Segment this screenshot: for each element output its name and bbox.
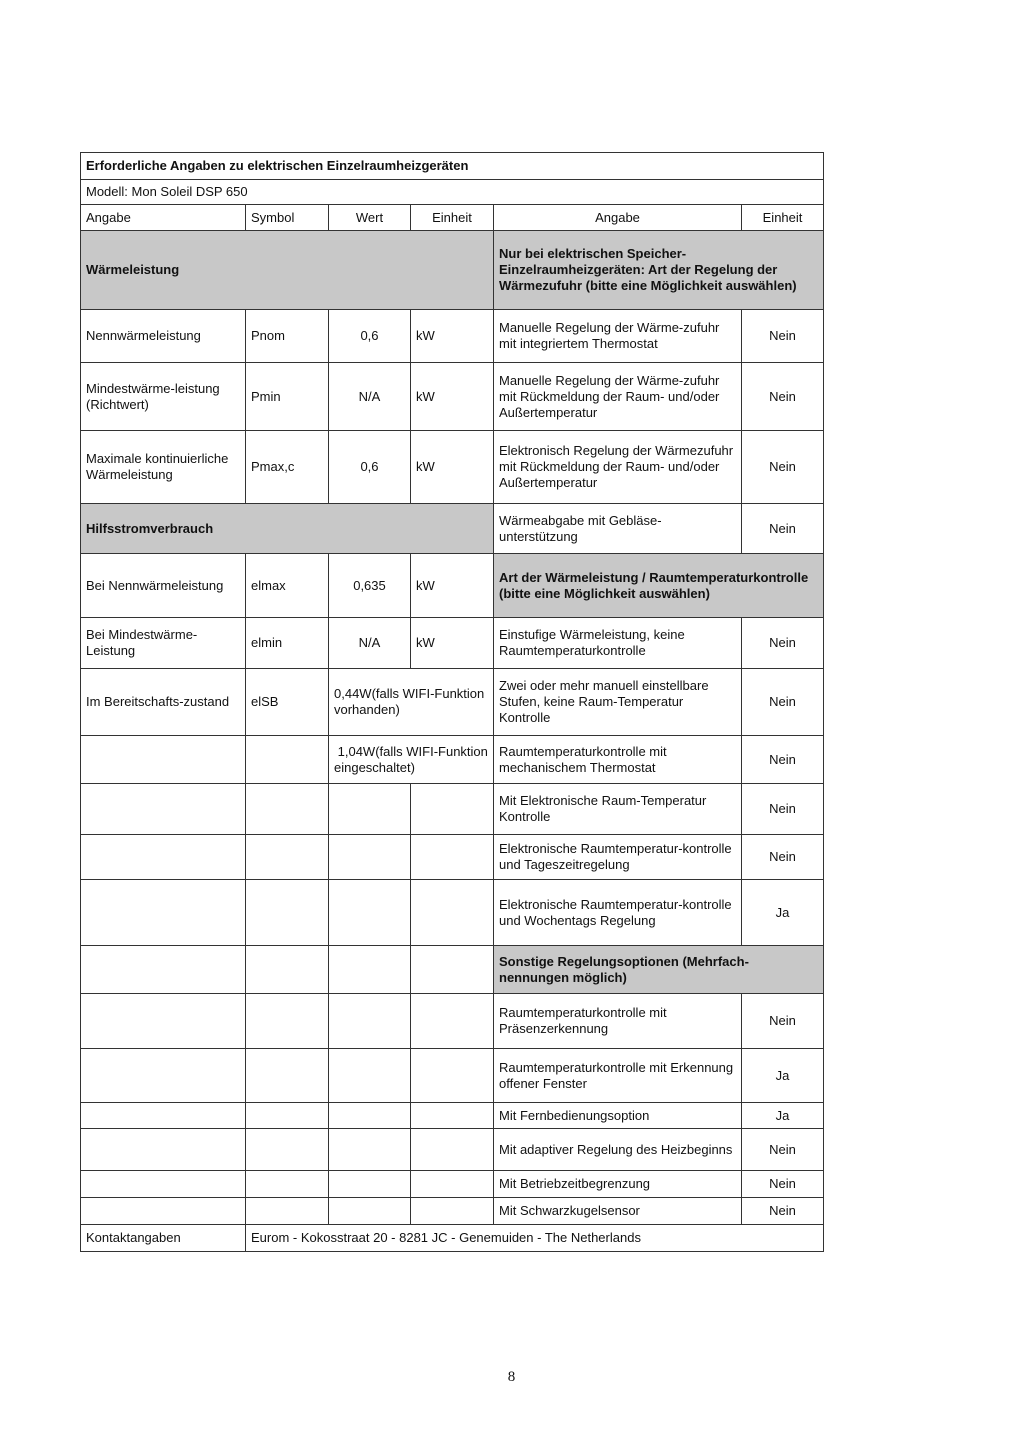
table-row (81, 784, 824, 835)
option-value: Nein (742, 618, 824, 669)
option-label: Mit Elektronische Raum-Temperatur Kontrolle (494, 784, 742, 835)
table-row (81, 994, 824, 1049)
header-angabe-right: Angabe (494, 205, 742, 231)
option-label: Mit Betriebzeitbegrenzung (494, 1171, 742, 1198)
option-label: Einstufige Wärmeleistung, keine Raumtemperaturkontrolle (494, 618, 742, 669)
row-symbol: Pnom (246, 310, 329, 363)
row-value: 0,6 (329, 310, 411, 363)
table-row (81, 1198, 824, 1225)
row-unit: kW (411, 363, 494, 431)
section-aux-power: Hilfsstromverbrauch (81, 504, 494, 554)
table-row (81, 310, 824, 363)
section-heat-output: Wärmeleistung (81, 231, 494, 310)
option-label: Wärmeabgabe mit Gebläse-unterstützung (494, 504, 742, 554)
row-symbol: Pmin (246, 363, 329, 431)
section-control-type: Art der Wärmeleistung / Raumtemperaturkontrolle (bitte eine Möglichkeit auswählen) (494, 554, 824, 618)
table-row (81, 1129, 824, 1171)
row-unit: kW (411, 618, 494, 669)
spec-table (80, 152, 824, 1252)
option-label: Manuelle Regelung der Wärme-zufuhr mit integriertem Thermostat (494, 310, 742, 363)
table-row (81, 431, 824, 504)
row-value: 0,635 (329, 554, 411, 618)
table-row (81, 363, 824, 431)
table-row (81, 618, 824, 669)
option-label: Elektronisch Regelung der Wärmezufuhr mit Rückmeldung der Raum- und/oder Außertemperatur (494, 431, 742, 504)
header-wert: Wert (329, 205, 411, 231)
option-value: Nein (742, 1198, 824, 1225)
row-value: 1,04W(falls WIFI-Funktion eingeschaltet) (329, 736, 494, 784)
section-other-options: Sonstige Regelungsoptionen (Mehrfach-nennungen möglich) (494, 946, 824, 994)
table-title: Erforderliche Angaben zu elektrischen Einzelraumheizgeräten (81, 153, 824, 180)
row-label: Nennwärmeleistung (81, 310, 246, 363)
table-row (81, 736, 824, 784)
row-label: Bei Nennwärmeleistung (81, 554, 246, 618)
section-storage-control: Nur bei elektrischen Speicher-Einzelraumheizgeräten: Art der Regelung der Wärmezufuhr (bitte eine Möglichkeit auswählen) (494, 231, 824, 310)
row-label: Bei Mindestwärme-Leistung (81, 618, 246, 669)
option-label: Raumtemperaturkontrolle mit Erkennung offener Fenster (494, 1049, 742, 1103)
option-value: Nein (742, 363, 824, 431)
table-row (81, 946, 824, 994)
option-value: Nein (742, 736, 824, 784)
header-symbol: Symbol (246, 205, 329, 231)
option-label: Raumtemperaturkontrolle mit Präsenzerkennung (494, 994, 742, 1049)
contact-row (81, 1225, 824, 1252)
option-value: Nein (742, 835, 824, 880)
row-unit: kW (411, 554, 494, 618)
option-value: Nein (742, 310, 824, 363)
option-label: Mit adaptiver Regelung des Heizbeginns (494, 1129, 742, 1171)
option-value: Nein (742, 784, 824, 835)
option-label: Elektronische Raumtemperatur-kontrolle und Wochentags Regelung (494, 880, 742, 946)
option-value: Ja (742, 1049, 824, 1103)
option-value: Nein (742, 994, 824, 1049)
option-label: Mit Schwarzkugelsensor (494, 1198, 742, 1225)
option-label: Mit Fernbedienungsoption (494, 1103, 742, 1129)
table-row (81, 1049, 824, 1103)
table-row (81, 669, 824, 736)
row-unit: kW (411, 310, 494, 363)
table-row (81, 1103, 824, 1129)
option-value: Nein (742, 504, 824, 554)
option-label: Elektronische Raumtemperatur-kontrolle und Tageszeitregelung (494, 835, 742, 880)
table-row (81, 1171, 824, 1198)
row-symbol: elmin (246, 618, 329, 669)
contact-label: Kontaktangaben (81, 1225, 246, 1252)
row-value: N/A (329, 618, 411, 669)
row-symbol: elSB (246, 669, 329, 736)
row-label: Im Bereitschafts-zustand (81, 669, 246, 736)
option-label: Zwei oder mehr manuell einstellbare Stufen, keine Raum-Temperatur Kontrolle (494, 669, 742, 736)
header-row (81, 205, 824, 231)
header-einheit: Einheit (411, 205, 494, 231)
contact-value: Eurom - Kokosstraat 20 - 8281 JC - Genemuiden - The Netherlands (246, 1225, 824, 1252)
row-unit: kW (411, 431, 494, 504)
row-label: Maximale kontinuierliche Wärmeleistung (81, 431, 246, 504)
option-value: Ja (742, 1103, 824, 1129)
option-value: Ja (742, 880, 824, 946)
row-value: N/A (329, 363, 411, 431)
row-symbol: elmax (246, 554, 329, 618)
option-value: Nein (742, 1171, 824, 1198)
row-value: 0,44W(falls WIFI-Funktion vorhanden) (329, 669, 494, 736)
table-row (81, 835, 824, 880)
model-name: Modell: Mon Soleil DSP 650 (81, 180, 824, 205)
option-value: Nein (742, 669, 824, 736)
option-label: Raumtemperaturkontrolle mit mechanischem Thermostat (494, 736, 742, 784)
option-label: Manuelle Regelung der Wärme-zufuhr mit Rückmeldung der Raum- und/oder Außertemperatur (494, 363, 742, 431)
option-value: Nein (742, 1129, 824, 1171)
header-einheit-right: Einheit (742, 205, 824, 231)
header-angabe: Angabe (81, 205, 246, 231)
page-number: 8 (507, 1369, 516, 1385)
row-label: Mindestwärme-leistung (Richtwert) (81, 363, 246, 431)
table-row (81, 554, 824, 618)
table-row (81, 504, 824, 554)
row-symbol: Pmax,c (246, 431, 329, 504)
row-value: 0,6 (329, 431, 411, 504)
option-value: Nein (742, 431, 824, 504)
table-row (81, 880, 824, 946)
